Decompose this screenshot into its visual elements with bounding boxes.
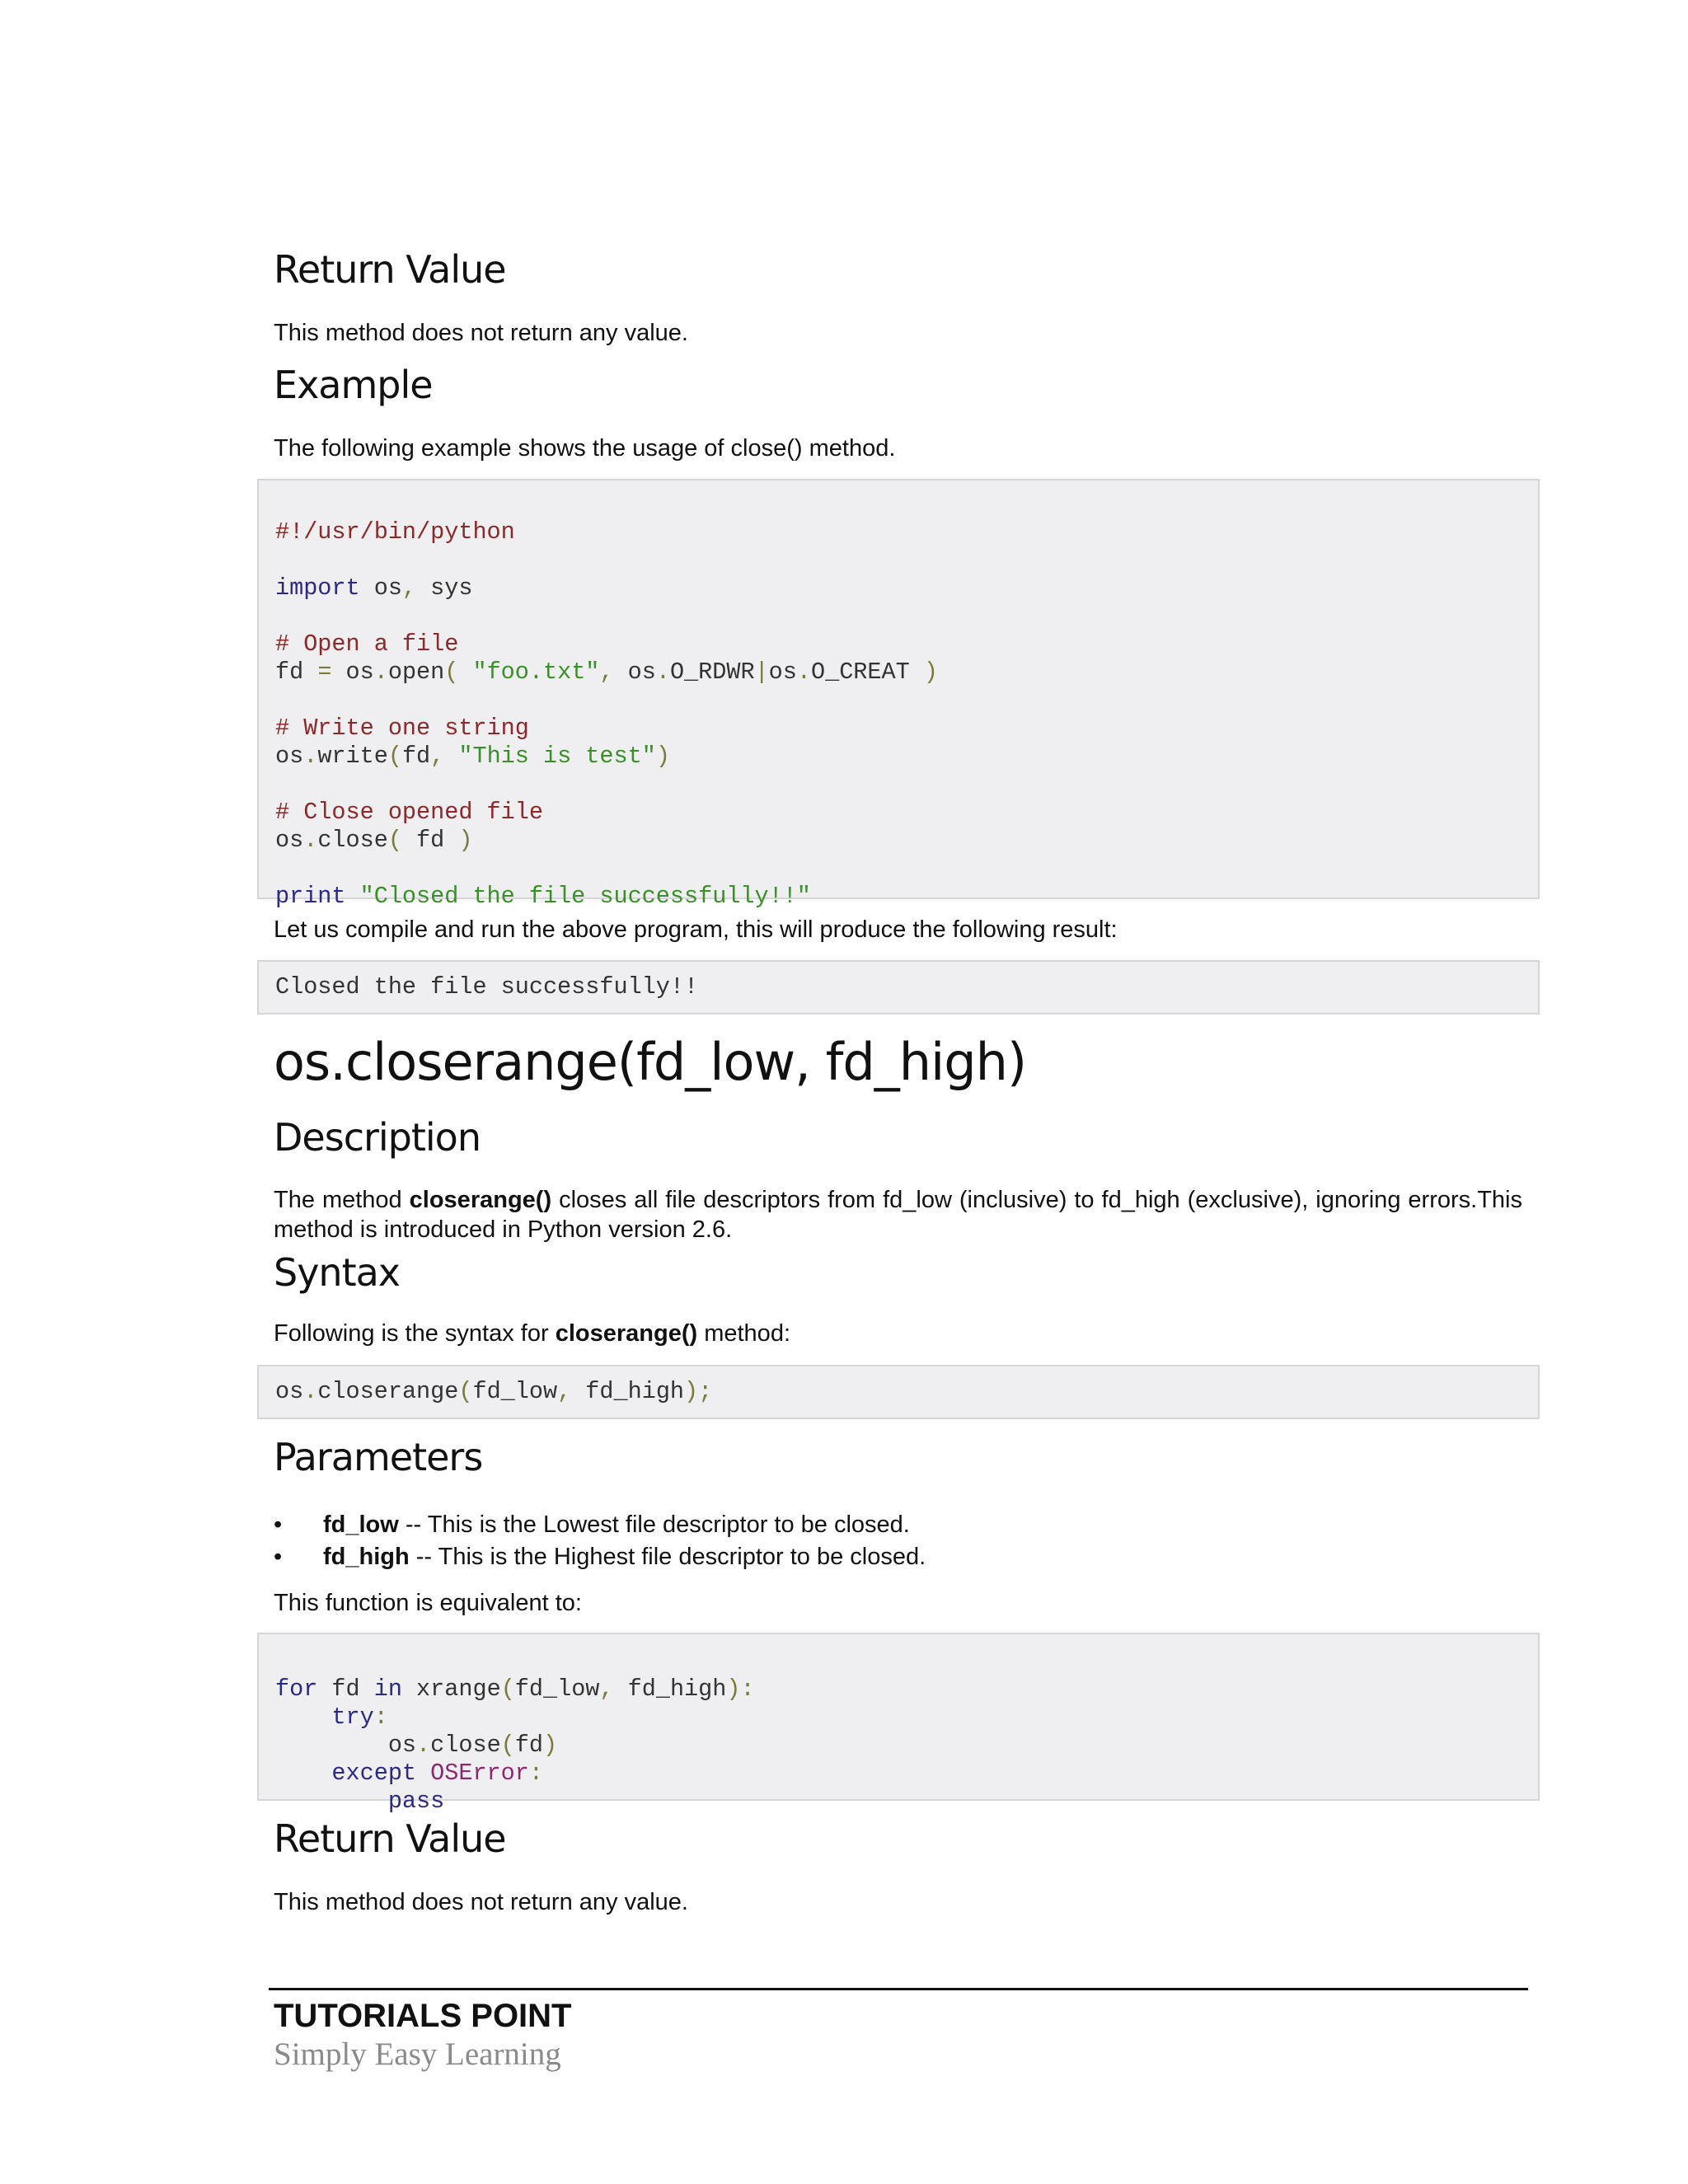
code-punct: = [317,658,332,686]
bullet-icon: • [274,1544,283,1570]
code-token: os [387,1732,417,1759]
syntax-heading: Syntax [274,1250,401,1295]
code-punct: . [303,1378,318,1405]
param-desc: -- This is the Highest file descriptor to be closed. [409,1544,926,1570]
syntax-method-name: closerange() [555,1320,698,1347]
code-punct: ( [387,827,402,854]
code-keyword: try [331,1704,374,1731]
code-punct: ( [500,1732,515,1759]
param-name: fd_low [323,1511,399,1538]
code-token: os [331,658,374,686]
code-punct: ) [458,827,473,854]
code-token: os [613,658,656,686]
code-token: fd_low [514,1675,600,1703]
code-token: fd [401,827,459,854]
code-keyword: pass [387,1788,445,1815]
code-punct: , [599,658,614,686]
code-keyword: in [373,1675,402,1703]
code-token: closerange [317,1378,459,1405]
code-token: os [768,658,797,686]
code-keyword: print [275,883,346,910]
code-punct: ( [458,1378,473,1405]
code-token: fd [275,658,318,686]
code-block-example [257,479,1540,910]
code-block-equivalent [257,1633,1540,1815]
code-punct: , [401,574,417,602]
code-punct: . [303,827,318,854]
code-punct: . [655,658,670,686]
code-punct: , [599,1675,614,1703]
code-keyword: except [331,1760,417,1787]
syntax-post: method: [697,1320,790,1347]
code-token: xrange [401,1675,501,1703]
example-heading: Example [274,363,433,407]
code-token: fd_high [613,1675,727,1703]
result-intro: Let us compile and run the above program, this will produce the following result: [274,916,1118,943]
return-value-text: This method does not return any value. [274,320,688,346]
code-string: "This is test" [444,743,656,770]
code-token: fd [514,1732,543,1759]
code-keyword: import [275,574,360,602]
code-punct: | [754,658,769,686]
code-punct: ) [923,658,938,686]
code-token: O_CREAT [811,658,924,686]
description-method-name: closerange() [409,1187,552,1213]
code-punct: ) [655,743,670,770]
code-punct: . [303,743,318,770]
code-string: "Closed the file successfully!!" [345,883,811,910]
code-punct: ( [387,743,402,770]
syntax-pre: Following is the syntax for [274,1320,556,1347]
equiv-text: This function is equivalent to: [274,1590,582,1616]
code-punct: ) [543,1732,558,1759]
code-comment: # Write one string [275,715,529,742]
bullet-icon: • [274,1511,283,1538]
param-name: fd_high [323,1544,410,1570]
code-indent [275,1732,388,1759]
code-token: os [359,574,402,602]
code-indent [275,1760,331,1787]
example-intro: The following example shows the usage of close() method. [274,435,896,462]
code-punct: : [528,1760,543,1787]
code-punct: : [373,1704,388,1731]
footer-brand: TUTORIALS POINT [274,1998,572,2034]
code-punct: ( [500,1675,515,1703]
code-token: close [430,1732,501,1759]
code-token: fd [401,743,431,770]
code-token: fd_low [472,1378,558,1405]
return-value-text-2: This method does not return any value. [274,1889,688,1915]
code-token: fd [317,1675,374,1703]
code-token: write [317,743,388,770]
code-punct: . [416,1732,431,1759]
parameters-heading: Parameters [274,1435,483,1479]
code-punct: . [373,658,388,686]
function-title: os.closerange(fd_low, fd_high) [274,1032,1027,1092]
code-token: close [317,827,388,854]
code-punct: , [557,1378,572,1405]
code-string: "foo.txt" [458,658,600,686]
code-block-syntax [257,1365,1540,1419]
code-comment: # Open a file [275,630,459,658]
code-block-output [257,960,1540,1015]
code-line: #!/usr/bin/python [275,518,515,546]
code-punct: . [796,658,811,686]
description-heading: Description [274,1115,481,1160]
code-indent [275,1704,331,1731]
code-token: os [275,743,304,770]
param-desc: -- This is the Lowest file descriptor to be closed. [398,1511,910,1538]
code-token: open [387,658,445,686]
code-punct: ): [726,1675,755,1703]
code-keyword: for [275,1675,318,1703]
code-token: os [275,1378,304,1405]
code-token: os [275,827,304,854]
description-pre: The method [274,1187,410,1213]
description-text [274,1185,1522,1244]
code-indent [275,1788,388,1815]
return-value-heading: Return Value [274,247,506,292]
output-line: Closed the file successfully!! [275,973,699,1001]
code-punct: , [430,743,445,770]
code-comment: # Close opened file [275,799,543,826]
code-type: OSError [416,1760,529,1787]
code-token: O_RDWR [669,658,755,686]
footer-divider [269,1988,1528,1990]
code-punct: ( [444,658,459,686]
return-value-heading-2: Return Value [274,1816,506,1861]
description-post: closes all file descriptors from fd_low (inclusive) to fd_high (exclusive), ignoring errors.This method is introduced in Python version 2.6. [274,1187,1522,1243]
code-token: fd_high [571,1378,685,1405]
syntax-intro [274,1319,1522,1348]
code-punct: ); [684,1378,713,1405]
footer-tagline: Simply Easy Learning [274,2036,561,2072]
code-token: sys [416,574,473,602]
